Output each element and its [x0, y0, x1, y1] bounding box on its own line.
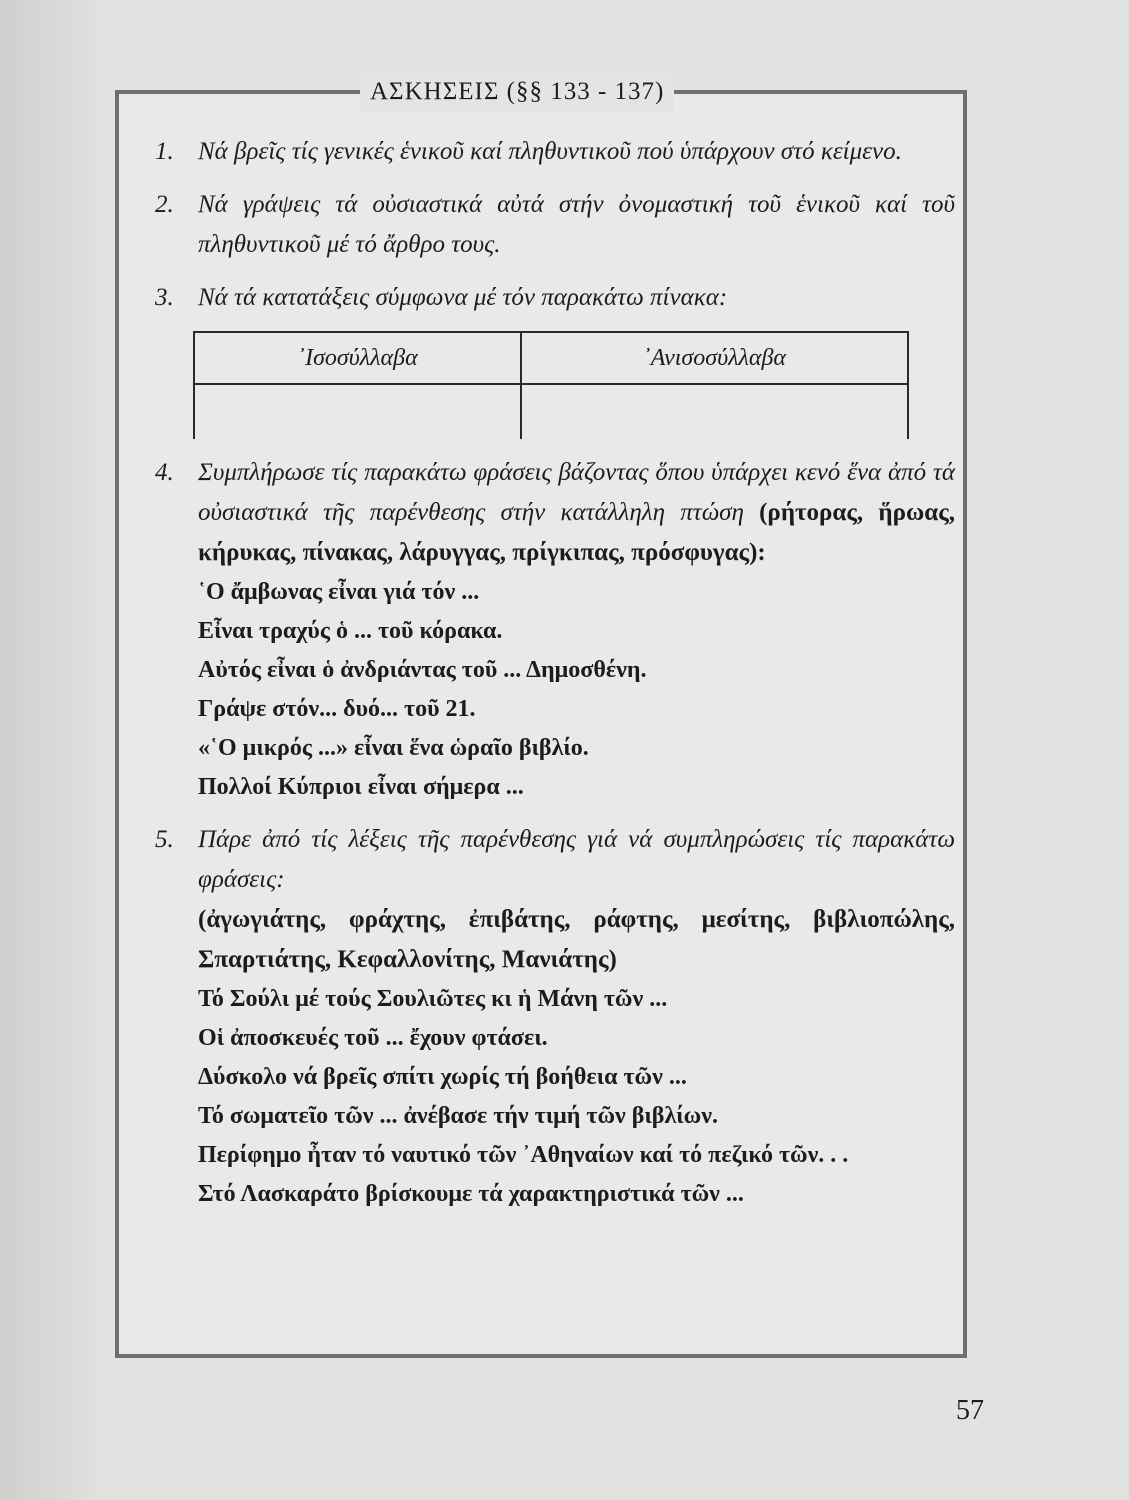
page-edge — [0, 0, 110, 1500]
exercise-item-1 — [155, 132, 955, 172]
exercise-text: Πάρε ἀπό τίς λέξεις τῆς παρένθεσης γιά νά συμπληρώσεις τίς παρακάτω φράσεις: — [198, 826, 955, 893]
table-cell-empty — [194, 384, 521, 439]
exercise-number: 4. — [155, 459, 174, 486]
sentence: Στό Λασκαράτο βρίσκουμε τά χαρακτηριστικά τῶν ... — [198, 1181, 744, 1207]
sentence: Γράψε στόν... δυό... τοῦ 21. — [198, 696, 476, 722]
sentence: ῾Ο ἄμβωνας εἶναι γιά τόν ... — [198, 579, 480, 605]
sentence: Δύσκολο νά βρεῖς σπίτι χωρίς τή βοήθεια τῶν ... — [198, 1064, 687, 1090]
sentence: Αὐτός εἶναι ὁ ἀνδριάντας τοῦ ... Δημοσθένη. — [198, 657, 647, 683]
exercise-text: Νά βρεῖς τίς γενικές ἑνικοῦ καί πληθυντικοῦ πού ὑπάρχουν στό κείμενο. — [198, 138, 902, 165]
word-list: (ἀγωγιάτης, φράχτης, ἐπιβάτης, ράφτης, μεσίτης, βιβλιοπώλης, Σπαρτιάτης, Κεφαλλονίτης, Μανιάτης) — [198, 906, 955, 973]
exercise-item-3 — [155, 278, 955, 318]
sentence: «῾Ο μικρός ...» εἶναι ἕνα ὡραῖο βιβλίο. — [198, 735, 589, 761]
exercise-list — [155, 132, 955, 1227]
exercise-number: 1. — [155, 138, 174, 165]
exercise-text: Νά τά κατατάξεις σύμφωνα μέ τόν παρακάτω πίνακα: — [198, 284, 728, 311]
sentence: Οἱ ἀποσκευές τοῦ ... ἔχουν φτάσει. — [198, 1025, 548, 1051]
instruction-text: Συμπλήρωσε τίς παρακάτω φράσεις βάζοντας ὅπου ὑπάρχει κενό ἕνα ἀπό τά οὐσιαστικά τῆς παρένθεσης στήν κατάλληλη πτώση — [198, 459, 955, 526]
page-title: ΑΣΚΗΣΕΙΣ (§§ 133 - 137) — [360, 72, 674, 112]
sentence: Τό σωματεῖο τῶν ... ἀνέβασε τήν τιμή τῶν βιβλίων. — [198, 1103, 718, 1129]
exercise-item-5 — [155, 820, 955, 1214]
sentence: Εἶναι τραχύς ὁ ... τοῦ κόρακα. — [198, 618, 503, 644]
exercise-text: Νά γράψεις τά οὐσιαστικά αὐτά στήν ὀνομαστική τοῦ ἑνικοῦ καί τοῦ πληθυντικοῦ μέ τό ἄρθρο τους. — [198, 191, 955, 258]
exercise-number: 2. — [155, 191, 174, 218]
sentence: Πολλοί Κύπριοι εἶναι σήμερα ... — [198, 774, 524, 800]
sentence: Τό Σούλι μέ τούς Σουλιῶτες κι ἡ Μάνη τῶν ... — [198, 986, 668, 1012]
table-cell-empty — [521, 384, 908, 439]
exercise-number: 5. — [155, 826, 174, 853]
exercise-item-2 — [155, 185, 955, 265]
table-header-anisosyllaba: ᾿Ανισοσύλλαβα — [521, 332, 908, 384]
exercise-item-4 — [155, 453, 955, 807]
exercise-number: 3. — [155, 284, 174, 311]
classification-table — [193, 331, 909, 439]
word-list: (ρήτορας, ἥρωας, κήρυκας, πίνακας, λάρυγγας, πρίγκιπας, πρόσφυγας): — [198, 499, 955, 566]
table-header-isosyllaba: ᾿Ισοσύλλαβα — [194, 332, 521, 384]
sentence: Περίφημο ἦταν τό ναυτικό τῶν ᾿Αθηναίων καί τό πεζικό τῶν. . . — [198, 1142, 849, 1168]
page-number: 57 — [956, 1395, 984, 1426]
exercise-text — [198, 453, 955, 573]
